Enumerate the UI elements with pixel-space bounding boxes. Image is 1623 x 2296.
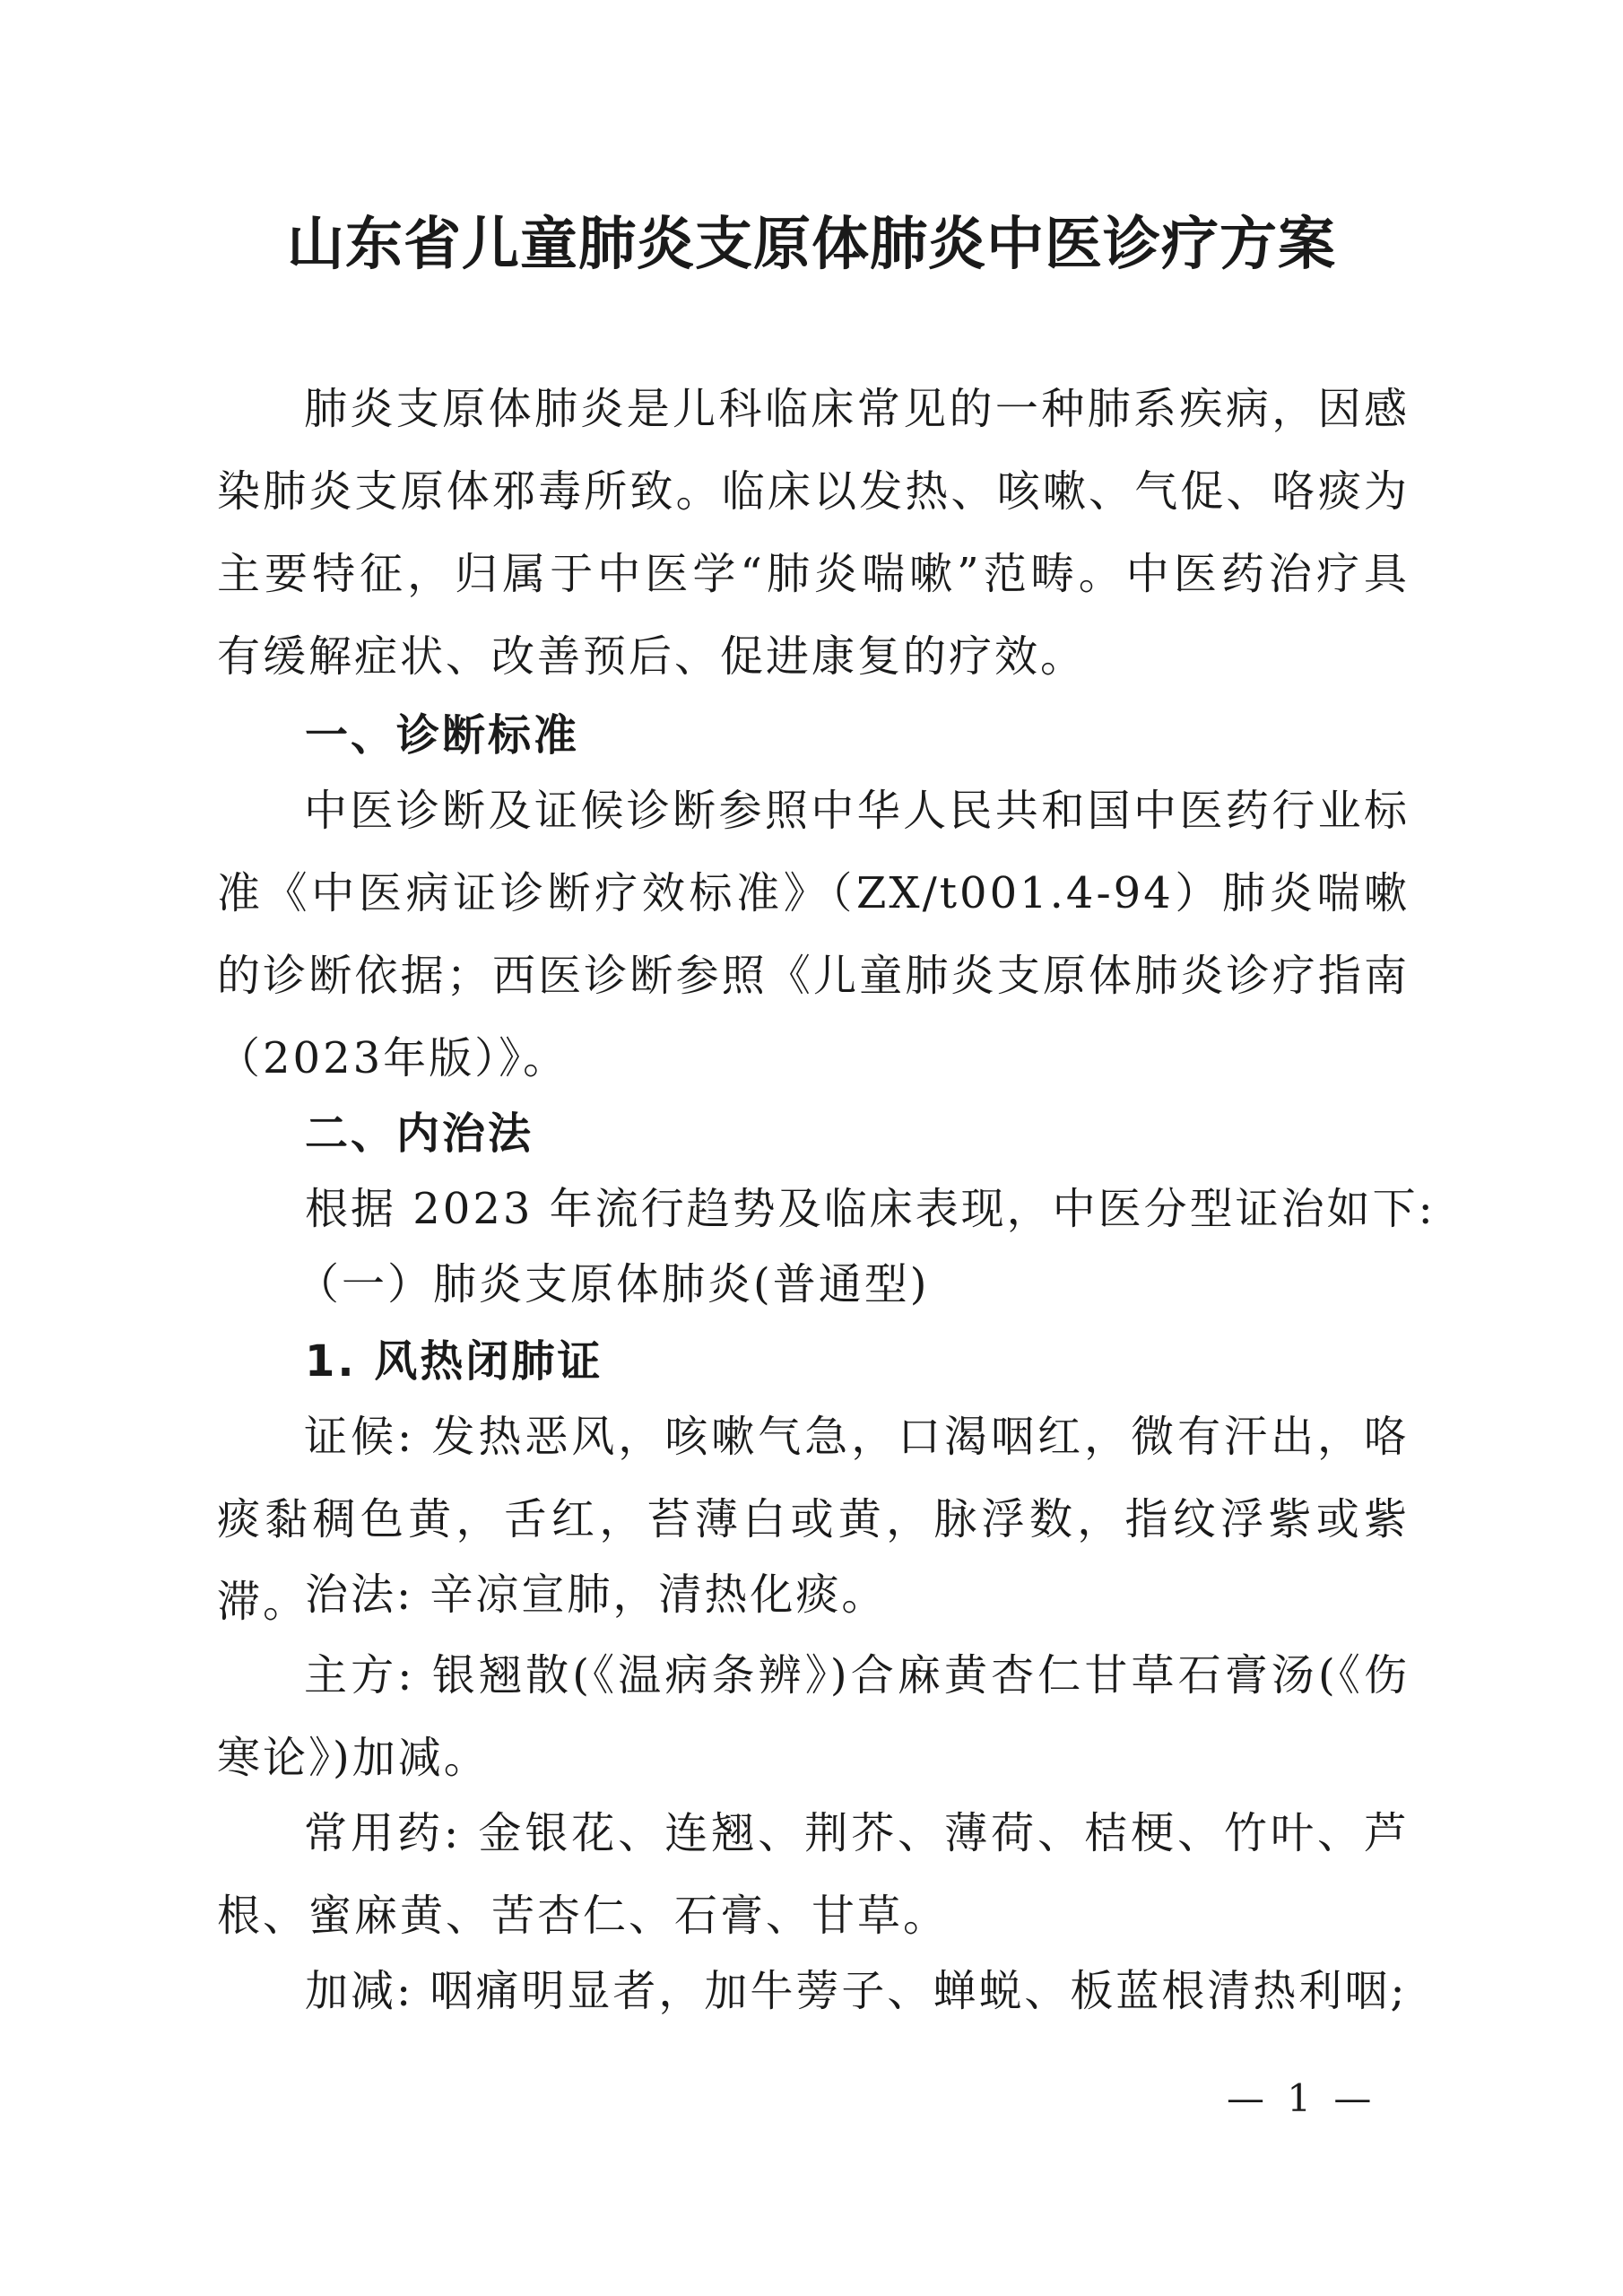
diagnosis-paragraph: 中医诊断及证候诊断参照中华人民共和国中医药行业标准《中医病证诊断疗效标准》（ZX/t001.4-94）肺炎喘嗽的诊断依据；西医诊断参照《儿童肺炎支原体肺炎诊疗指南（2023年版）》。 bbox=[217, 786, 1410, 1083]
section-heading-internal-treatment: 二、内治法 bbox=[305, 1109, 534, 1159]
intro-paragraph: 肺炎支原体肺炎是儿科临床常见的一种肺系疾病，因感染肺炎支原体邪毒所致。临床以发热、咳嗽、气促、咯痰为主要特征，归属于中医学“肺炎喘嗽”范畴。中医药治疗具有缓解症状、改善预后、促进康复的疗效。 bbox=[217, 384, 1410, 682]
main-formula-paragraph: 主方: 银翘散(《温病条辨》)合麻黄杏仁甘草石膏汤(《伤寒论》)加减。 bbox=[217, 1650, 1410, 1783]
common-herbs-paragraph: 常用药: 金银花、连翘、荆芥、薄荷、桔梗、竹叶、芦根、蜜麻黄、苦杏仁、石膏、甘草。 bbox=[217, 1808, 1410, 1941]
modification-line: 加减: 咽痛明显者，加牛蒡子、蝉蜕、板蓝根清热利咽; bbox=[305, 1966, 1408, 2016]
syndrome-signs-paragraph: 证候: 发热恶风，咳嗽气急，口渴咽红，微有汗出，咯痰黏稠色黄，舌红，苔薄白或黄，脉浮数，指纹浮紫或紫滞。 bbox=[217, 1412, 1410, 1627]
internal-treatment-intro: 根据 2023 年流行趋势及临床表现，中医分型证治如下: bbox=[305, 1184, 1436, 1234]
document-title: 山东省儿童肺炎支原体肺炎中医诊疗方案 bbox=[287, 211, 1336, 278]
subsection-heading: （一）肺炎支原体肺炎(普通型) bbox=[296, 1259, 930, 1309]
page-number: — 1 — bbox=[1227, 2076, 1377, 2120]
section-heading-diagnosis: 一、诊断标准 bbox=[305, 710, 580, 761]
syndrome-heading: 1. 风热闭肺证 bbox=[305, 1336, 603, 1387]
treatment-principle: 治法: 辛凉宣肺，清热化痰。 bbox=[305, 1570, 888, 1620]
